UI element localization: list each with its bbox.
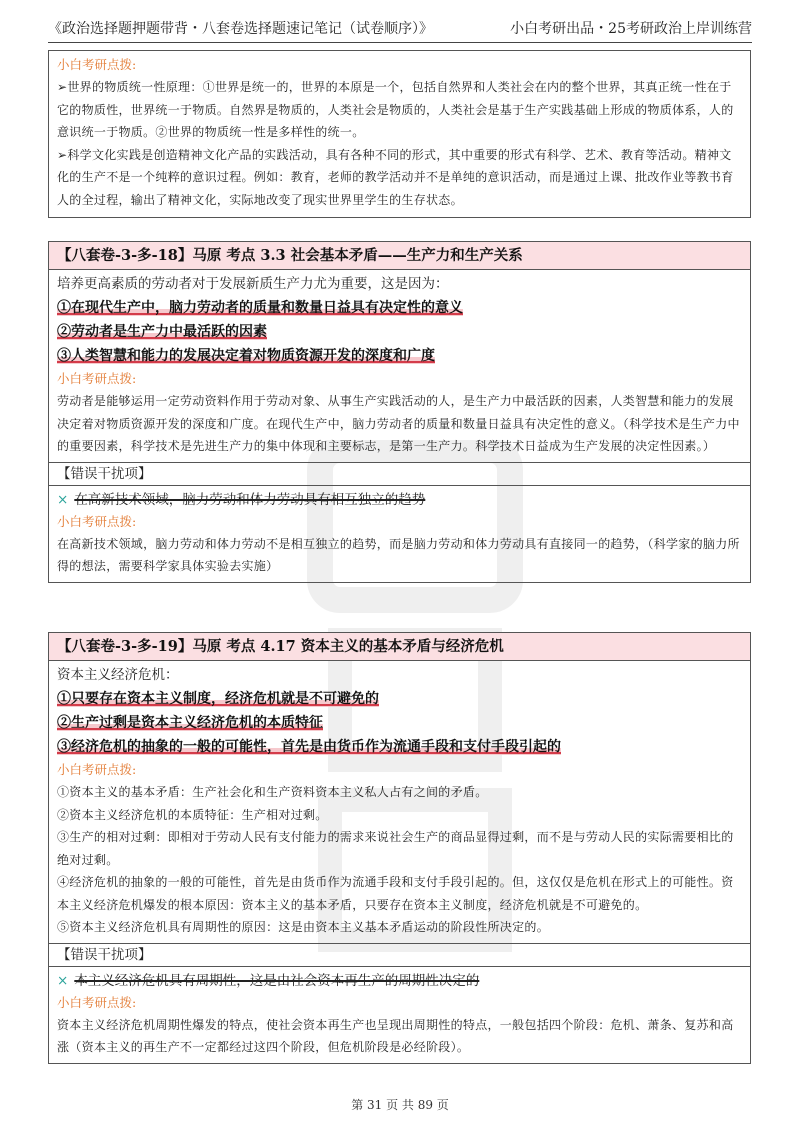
question-card-19 xyxy=(48,632,751,1064)
correct-option xyxy=(57,735,742,759)
explanation-line: ②资本主义经济危机的本质特征：生产相对过剩。 xyxy=(57,807,328,822)
correct-option-text: ②生产过剩是资本主义经济危机的本质特征 xyxy=(57,715,323,731)
explanation-line: ③生产的相对过剩：即相对于劳动人民有支付能力的需求来说社会生产的商品显得过剩，而不是与劳动人民的实际需要相比的绝对过剩。 xyxy=(57,830,734,867)
wrong-mark-icon: × xyxy=(57,491,69,508)
explanation-line: ①资本主义的基本矛盾：生产社会化和生产资料资本主义私人占有之间的矛盾。 xyxy=(57,785,488,799)
correct-option-text: ③经济危机的抽象的一般的可能性，首先是由货币作为流通手段和支付手段引起的 xyxy=(57,739,561,755)
correct-option-text: ①在现代生产中，脑力劳动者的质量和数量日益具有决定性的意义 xyxy=(57,300,463,316)
tip-paragraph: ➢世界的物质统一性原理：①世界是统一的，世界的本原是一个，包括自然界和人类社会在内的整个世界，其真正统一性在于它的物质性，世界统一于物质。自然界是物质的，人类社会是物质的，人类社会是基于生产实践基础上形成的物质体系，人的意识统一于物质。②世界的物质统一性是多样性的统一。 xyxy=(57,80,734,139)
wrong-option xyxy=(57,970,742,992)
header-left-title: 《政治选择题押题带背・八套卷选择题速记笔记（试卷顺序）》 xyxy=(48,21,433,37)
tip-label: 小白考研点拨: xyxy=(57,513,137,529)
question-stem: 培养更高素质的劳动者对于发展新质生产力尤为重要，这是因为： xyxy=(57,276,449,292)
previous-question-tip-block xyxy=(48,50,751,218)
correct-option xyxy=(57,320,742,344)
wrong-explanation-text: 在高新技术领域，脑力劳动和体力劳动不是相互独立的趋势，而是脑力劳动和体力劳动具有直接同一的趋势，（科学家的脑力所得的想法，需要科学家具体实验去实施） xyxy=(57,536,740,573)
question-stem: 资本主义经济危机： xyxy=(57,667,179,683)
correct-option xyxy=(57,296,742,320)
correct-option-text: ①只要存在资本主义制度，经济危机就是不可避免的 xyxy=(57,691,379,707)
error-option-heading: 【错误干扰项】 xyxy=(49,944,750,967)
explanation-line: ④经济危机的抽象的一般的可能性，首先是由货币作为流通手段和支付手段引起的。但，这仅仅是危机在形式上的可能性。资本主义经济危机爆发的根本原因：资本主义的基本矛盾，只要存在资本主义制度，经济危机就是不可避免的。 xyxy=(57,875,734,912)
wrong-option-text: 在高新技术领域，脑力劳动和体力劳动具有相互独立的趋势 xyxy=(74,491,426,508)
correct-option xyxy=(57,344,742,368)
wrong-option-text: 本主义经济危机具有周期性，这是由社会资本再生产的周期性决定的 xyxy=(74,972,480,989)
wrong-explanation-text: 资本主义经济危机周期性爆发的特点，使社会资本再生产也呈现出周期性的特点，一般包括四个阶段：危机、萧条、复苏和高涨（资本主义的再生产不一定都经过这四个阶段，但危机阶段是必经阶段）。 xyxy=(57,1017,734,1054)
question-body xyxy=(49,661,750,944)
question-title: 【八套卷-3-多-18】马原 考点 3.3 社会基本矛盾——生产力和生产关系 xyxy=(49,242,750,270)
error-option-section xyxy=(49,967,750,1063)
tip-paragraph: ➢科学文化实践是创造精神文化产品的实践活动，具有各种不同的形式，其中重要的形式有科学、艺术、教育等活动。精神文化的生产不是一个纯粹的意识过程。例如：教育，老师的教学活动并不是单纯的意识活动，而是通过上课、批改作业等教书育人的全过程，输出了精神文化，实际地改变了现实世界里学生的生存状态。 xyxy=(57,147,734,207)
correct-option-text: ③人类智慧和能力的发展决定着对物质资源开发的深度和广度 xyxy=(57,348,435,364)
tip-label: 小白考研点拨: xyxy=(57,371,137,386)
correct-option xyxy=(57,711,742,735)
explanation-text: 劳动者是能够运用一定劳动资料作用于劳动对象、从事生产实践活动的人，是生产力中最活跃的因素，人类智慧和能力的发展决定着对物质资源开发的深度和广度。在现代生产中，脑力劳动者的质量和数量日益具有决定性的意义。（科学技术是生产力中的重要因素，科学技术是先进生产力的集中体现和主要标志，是第一生产力。科学技术日益成为生产发展的决定性因素。） xyxy=(57,394,740,453)
correct-option xyxy=(57,687,742,711)
wrong-option xyxy=(57,489,742,511)
page-header xyxy=(48,14,752,43)
correct-option-text: ②劳动者是生产力中最活跃的因素 xyxy=(57,324,267,340)
error-option-heading: 【错误干扰项】 xyxy=(49,463,750,486)
question-card-18 xyxy=(48,241,751,583)
explanation-line: ⑤资本主义经济危机具有周期性的原因：这是由资本主义基本矛盾运动的阶段性所决定的。 xyxy=(57,920,550,934)
tip-label: 小白考研点拨: xyxy=(57,762,137,777)
header-right-brand: 小白考研出品・25考研政治上岸训练营 xyxy=(510,21,752,37)
wrong-mark-icon: × xyxy=(57,972,69,989)
question-title: 【八套卷-3-多-19】马原 考点 4.17 资本主义的基本矛盾与经济危机 xyxy=(49,633,750,661)
question-body xyxy=(49,270,750,463)
page-number-footer: 第 31 页 共 89 页 xyxy=(351,1098,449,1112)
error-option-section xyxy=(49,486,750,582)
tip-label: 小白考研点拨: xyxy=(57,57,137,72)
tip-label: 小白考研点拨: xyxy=(57,994,137,1010)
